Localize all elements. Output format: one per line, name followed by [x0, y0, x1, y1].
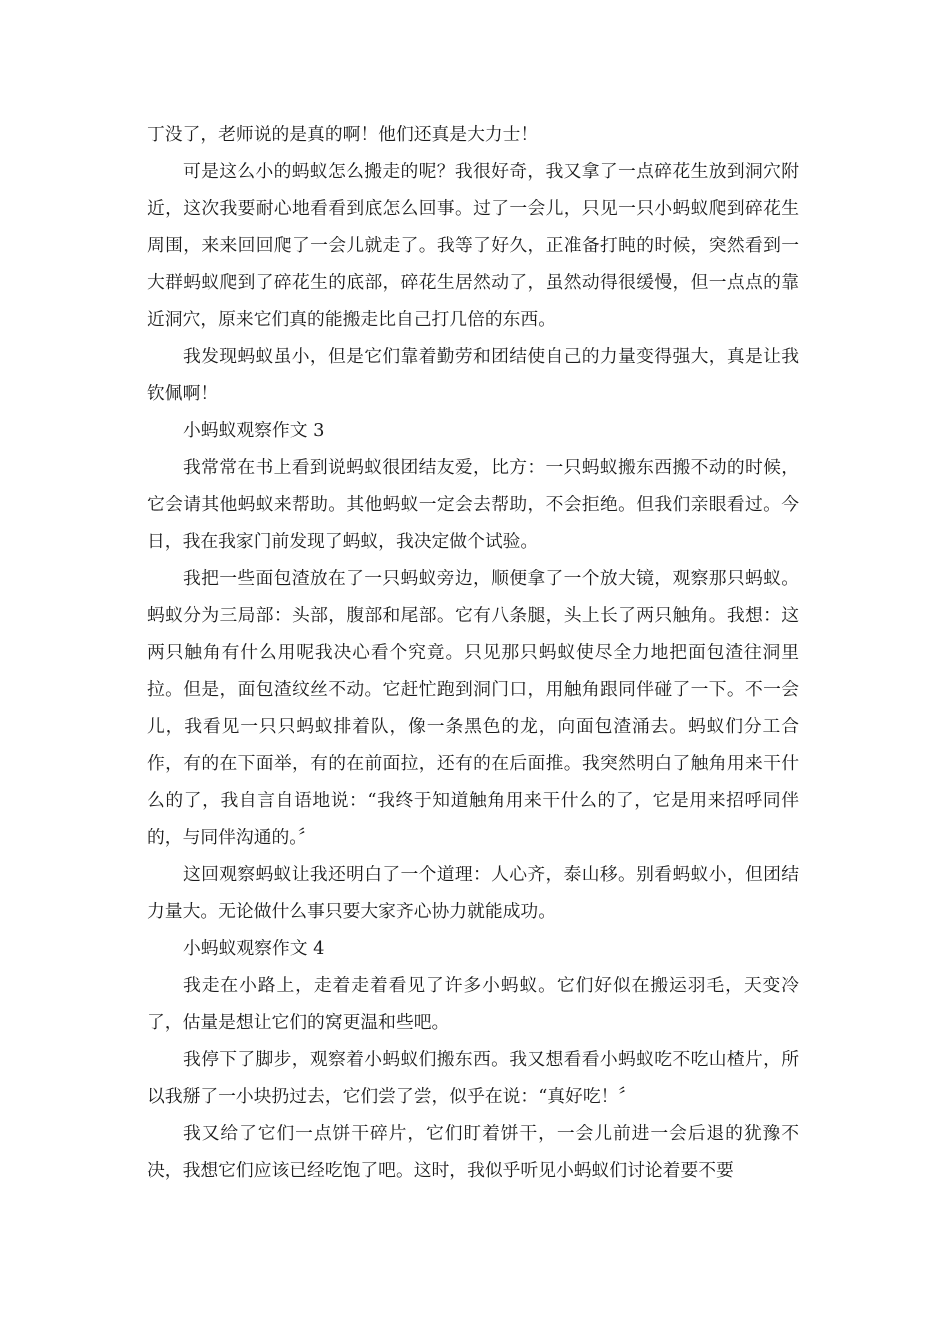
paragraph-2: 可是这么小的蚂蚁怎么搬走的呢？我很好奇，我又拿了一点碎花生放到洞穴附近，这次我要耐心地看看到底怎么回事。过了一会儿，只见一只小蚂蚁爬到碎花生周围，来来回回爬了一会儿就走了。我等了好久，正准备打盹的时候，突然看到一大群蚂蚁爬到了碎花生的底部，碎花生居然动了，虽然动得很缓慢，但一点点的靠近洞穴，原来它们真的能搬走比自己打几倍的东西。: [147, 161, 799, 330]
document-page: [147, 116, 799, 1189]
paragraph-7: 我走在小路上，走着走着看见了许多小蚂蚁。它们好似在搬运羽毛，天变冷了，估量是想让它们的窝更温和些吧。: [147, 975, 799, 1033]
paragraph-3: 我发现蚂蚁虽小，但是它们靠着勤劳和团结使自己的力量变得强大，真是让我钦佩啊！: [147, 346, 799, 404]
paragraph-8: 我停下了脚步，观察着小蚂蚁们搬东西。我又想看看小蚂蚁吃不吃山楂片，所以我掰了一小块扔过去，它们尝了尝，似乎在说：“真好吃！〞: [147, 1049, 799, 1107]
paragraph-4: 我常常在书上看到说蚂蚁很团结友爱，比方：一只蚂蚁搬东西搬不动的时候，它会请其他蚂蚁来帮助。其他蚂蚁一定会去帮助，不会拒绝。但我们亲眼看过。今日，我在我家门前发现了蚂蚁，我决定做个试验。: [147, 457, 799, 552]
paragraph-6: 这回观察蚂蚁让我还明白了一个道理：人心齐，泰山移。别看蚂蚁小，但团结力量大。无论做什么事只要大家齐心协力就能成功。: [147, 864, 799, 922]
paragraph-9: 我又给了它们一点饼干碎片，它们盯着饼干，一会儿前进一会后退的犹豫不决，我想它们应该已经吃饱了吧。这时，我似乎听见小蚂蚁们讨论着要不要: [147, 1123, 799, 1181]
paragraph-5: 我把一些面包渣放在了一只蚂蚁旁边，顺便拿了一个放大镜，观察那只蚂蚁。蚂蚁分为三局部：头部，腹部和尾部。它有八条腿，头上长了两只触角。我想：这两只触角有什么用呢我决心看个究竟。只见那只蚂蚁使尽全力地把面包渣往洞里拉。但是，面包渣纹丝不动。它赶忙跑到洞门口，用触角跟同伴碰了一下。不一会儿，我看见一只只蚂蚁排着队，像一条黑色的龙，向面包渣涌去。蚂蚁们分工合作，有的在下面举，有的在前面拉，还有的在后面推。我突然明白了触角用来干什么的了，我自言自语地说：“我终于知道触角用来干什么的了，它是用来招呼同伴的，与同伴沟通的。〞: [147, 568, 799, 848]
section-heading-3: 小蚂蚁观察作文 3: [183, 420, 325, 441]
section-heading-4: 小蚂蚁观察作文 4: [183, 938, 325, 959]
paragraph-1: 丁没了，老师说的是真的啊！他们还真是大力士！: [147, 124, 539, 145]
